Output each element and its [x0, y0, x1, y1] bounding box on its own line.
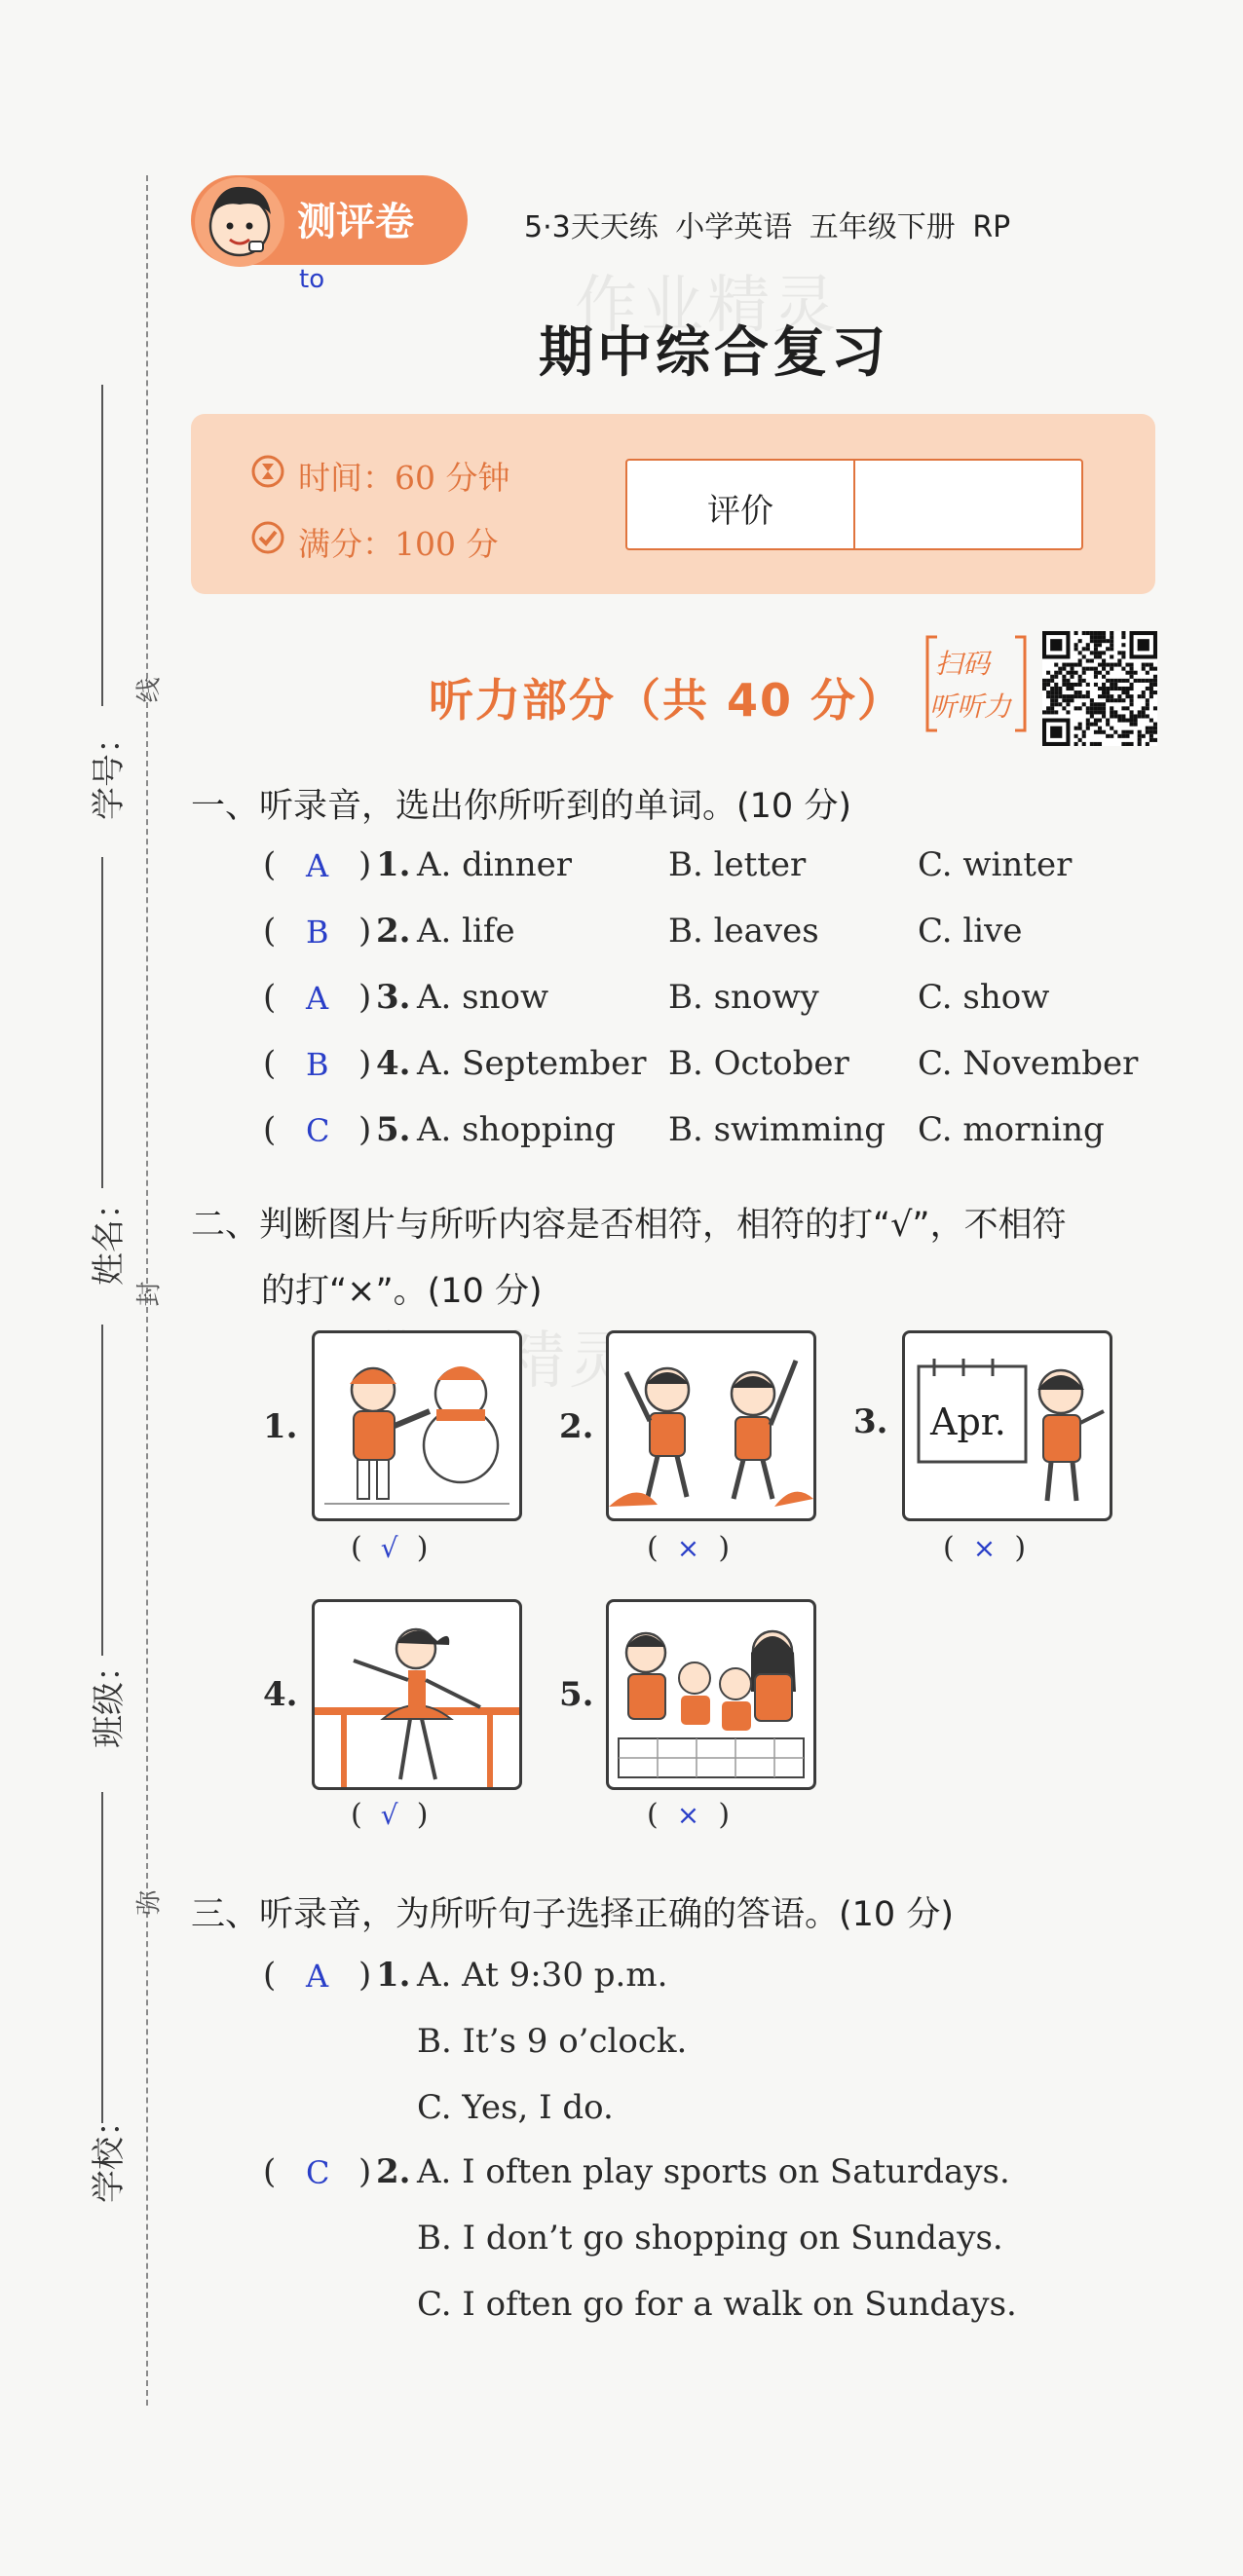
answer-paren-open: ( [263, 978, 277, 1017]
school-label: 学校： [90, 2104, 129, 2203]
option-b: B. swimming [668, 1110, 886, 1149]
question-number: 2. [376, 2152, 411, 2191]
question-number: 1. [376, 1956, 411, 1995]
response-option: B. I don’t go shopping on Sundays. [417, 2219, 1003, 2258]
choice-question [263, 912, 1179, 960]
question-number: 5. [376, 1110, 411, 1149]
student-no-line [101, 385, 103, 706]
response-option: C. I often go for a walk on Sundays. [417, 2285, 1017, 2324]
answer-letter[interactable]: A [306, 847, 329, 884]
binding-mark-line: 线 [134, 677, 165, 703]
answer-letter[interactable]: A [306, 980, 329, 1017]
option-b: B. October [668, 1044, 849, 1083]
answer-letter[interactable]: B [306, 914, 329, 951]
picture-exercise [606, 1330, 816, 1521]
answer-letter[interactable]: B [306, 1046, 329, 1083]
answer-paren-open: ( [263, 912, 277, 951]
section2-heading-line1: 二、判断图片与所听内容是否相符，相符的打“√”，不相符 [191, 1206, 1067, 1245]
answer-paren-open: ( [263, 845, 277, 884]
response-option: A. I often play sports on Saturdays. [417, 2152, 1010, 2191]
watermark: 作业精灵 [575, 270, 840, 342]
response-option: B. It’s 9 o’clock. [417, 2022, 688, 2061]
picture-number: 5. [559, 1675, 594, 1714]
section2-heading-line2: 的打“×”。(10 分) [261, 1272, 543, 1311]
response-question [263, 1956, 1179, 2150]
class-line [101, 1325, 103, 1656]
calendar-month: Apr. [930, 1400, 1006, 1443]
picture-answer: ( × ) [943, 1531, 1027, 1565]
option-c: C. November [918, 1044, 1139, 1083]
option-a: A. September [417, 1044, 647, 1083]
picture-number: 4. [263, 1675, 298, 1714]
picture-calendar [902, 1330, 1112, 1521]
scan-line-1: 扫码 [935, 648, 991, 680]
choice-question [263, 845, 1179, 894]
page-title: 期中综合复习 [539, 320, 889, 385]
option-b: B. leaves [668, 912, 819, 951]
answer-letter[interactable]: A [306, 1958, 329, 1995]
option-c: C. morning [918, 1110, 1105, 1149]
picture-answer: ( × ) [647, 1531, 731, 1565]
answer-paren-close: ) [358, 912, 372, 951]
picture-picnic [606, 1599, 816, 1790]
question-number: 4. [376, 1044, 411, 1083]
picture-snowman [312, 1330, 522, 1521]
option-a: A. shopping [417, 1110, 617, 1149]
student-no-label: 学号： [90, 721, 129, 820]
response-option: A. At 9:30 p.m. [417, 1956, 668, 1995]
option-c: C. live [918, 912, 1023, 951]
evaluation-divider [853, 461, 855, 548]
evaluation-label: 评价 [707, 492, 773, 531]
class-label: 班级： [90, 1649, 129, 1748]
picture-answer: ( × ) [647, 1798, 731, 1832]
school-line [101, 1792, 103, 2123]
kids-snowman-illustration [315, 1333, 519, 1518]
badge-label: 测评卷 [297, 200, 414, 244]
option-a: A. snow [417, 978, 549, 1017]
picture-number: 2. [559, 1407, 594, 1446]
picture-answer: ( √ ) [351, 1531, 429, 1565]
name-label: 姓名： [90, 1186, 129, 1286]
picture-ballet [312, 1599, 522, 1790]
qr-code-icon[interactable] [1042, 631, 1157, 746]
binding-mark-close: 弥 [134, 1889, 165, 1916]
option-a: A. dinner [417, 845, 572, 884]
series-info: 5·3天天练 小学英语 五年级下册 RP [524, 210, 1011, 244]
choice-question [263, 1044, 1179, 1093]
section1-heading: 一、听录音，选出你所听到的单词。(10 分) [191, 787, 851, 826]
picture-number: 3. [853, 1402, 888, 1441]
choice-question [263, 1110, 1179, 1159]
answer-letter[interactable]: C [306, 1112, 330, 1149]
answer-paren-close: ) [358, 1110, 372, 1149]
binding-mark-seal: 封 [134, 1281, 165, 1307]
option-a: A. life [417, 912, 515, 951]
answer-paren-open: ( [263, 1956, 277, 1995]
family-picnic-illustration [609, 1602, 813, 1787]
section3-heading: 三、听录音，为所听句子选择正确的答语。(10 分) [191, 1895, 954, 1934]
response-question [263, 2152, 1179, 2347]
question-number: 2. [376, 912, 411, 951]
option-c: C. show [918, 978, 1050, 1017]
response-option: C. Yes, I do. [417, 2088, 614, 2127]
scan-line-2: 听听力 [929, 691, 1012, 723]
option-b: B. snowy [668, 978, 819, 1017]
time-label: 时间：60 分钟 [298, 459, 510, 497]
answer-letter[interactable]: C [306, 2154, 330, 2191]
kids-exercising-illustration [609, 1333, 813, 1518]
evaluation-box [625, 459, 1083, 550]
hourglass-icon [251, 455, 284, 488]
question-number: 1. [376, 845, 411, 884]
answer-paren-open: ( [263, 1044, 277, 1083]
answer-paren-close: ) [358, 1956, 372, 1995]
question-number: 3. [376, 978, 411, 1017]
girl-ballet-illustration [315, 1602, 519, 1787]
handwritten-note: to [299, 265, 325, 294]
answer-paren-open: ( [263, 2152, 277, 2191]
girl-calendar-illustration [905, 1333, 1110, 1518]
check-circle-icon [251, 521, 284, 554]
picture-answer: ( √ ) [351, 1798, 429, 1832]
answer-paren-close: ) [358, 845, 372, 884]
boy-mascot-icon [191, 171, 288, 269]
answer-paren-close: ) [358, 1044, 372, 1083]
answer-paren-open: ( [263, 1110, 277, 1149]
option-b: B. letter [668, 845, 807, 884]
info-panel [191, 414, 1155, 594]
listening-section-title: 听力部分（共 40 分） [429, 674, 905, 727]
answer-paren-close: ) [358, 2152, 372, 2191]
name-line [101, 857, 103, 1188]
answer-paren-close: ) [358, 978, 372, 1017]
picture-number: 1. [263, 1407, 298, 1446]
option-c: C. winter [918, 845, 1073, 884]
choice-question [263, 978, 1179, 1027]
score-label: 满分：100 分 [298, 525, 499, 563]
